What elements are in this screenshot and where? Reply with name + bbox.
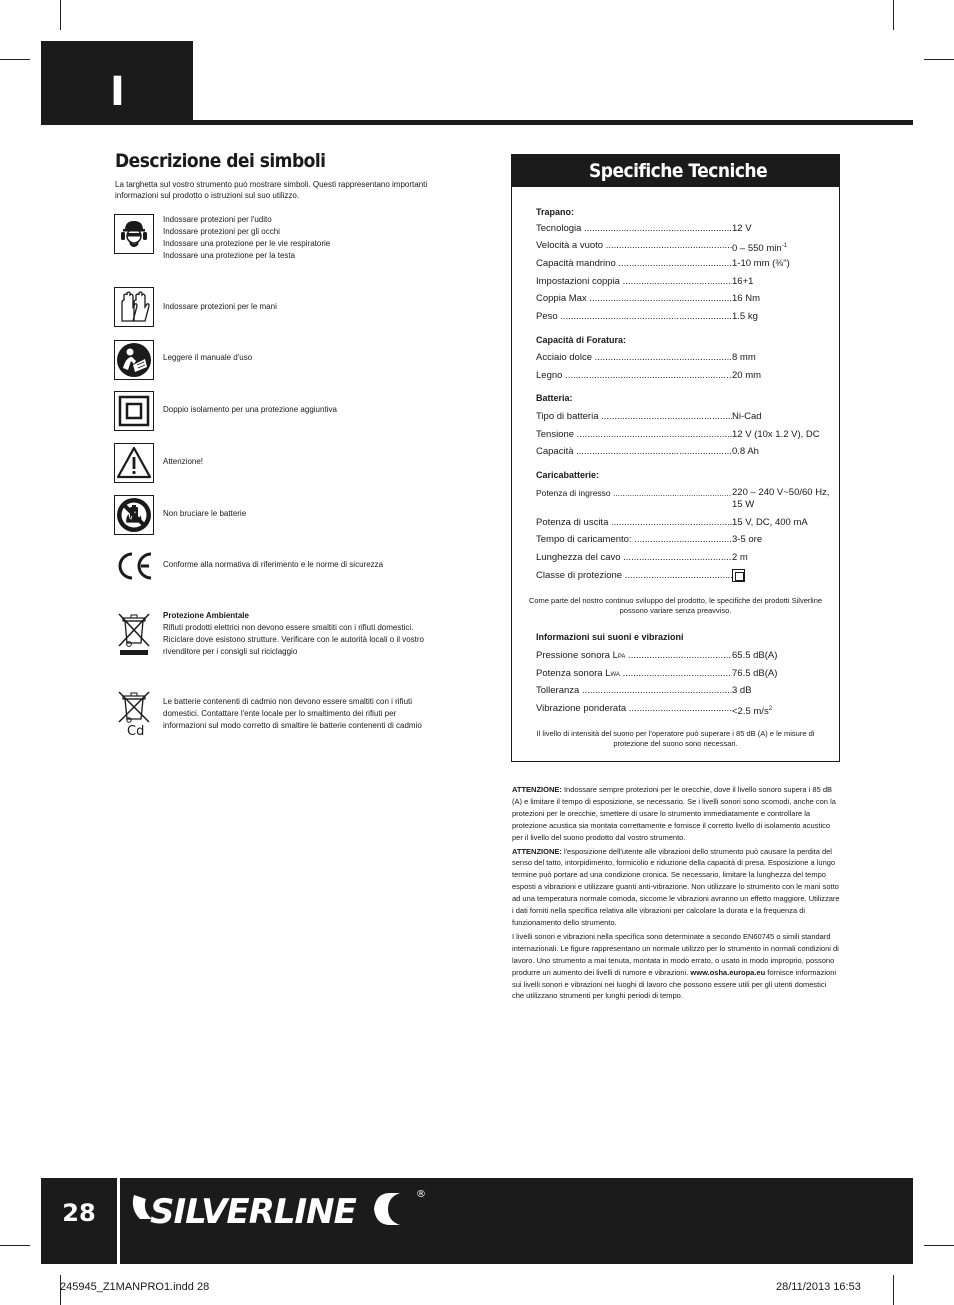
spec-row: Tolleranza ..... 3 dB <box>536 684 831 698</box>
spec-row: Lunghezza del cavo ..... 2 m <box>536 551 831 565</box>
gloves-icon <box>114 287 154 327</box>
spec-row: Classe di protezione ..... <box>536 569 831 583</box>
section-title-foratura: Capacità di Foratura: <box>536 335 627 345</box>
symbol-text: Conforme alla normativa di riferimento e le norme di sicurezza <box>163 560 384 569</box>
sound-note: Il livello di intensità del suono per l'operatore può superare i 85 dB (A) e le misure di protezione del suono sono necessari. <box>536 729 815 748</box>
symbol-text: Indossare protezioni per le mani <box>163 302 277 311</box>
crop-mark <box>60 0 61 30</box>
spec-row: Impostazioni coppia ..... 16+1 <box>536 275 831 289</box>
footer-divider <box>117 1178 120 1264</box>
crop-mark <box>924 1245 954 1246</box>
spec-row: Potenza di ingresso ..... 220 – 240 V~50/60 Hz, 15 W <box>536 486 831 514</box>
spec-row: Potenza sonora LWA ..... 76.5 dB(A) <box>536 667 831 681</box>
ppe-head-icon <box>114 214 154 254</box>
symbol-text: Leggere il manuale d'uso <box>163 353 253 362</box>
symbol-text: Attenzione! <box>163 457 204 466</box>
specifications-header <box>512 155 839 187</box>
cd-battery-bin-icon <box>114 688 154 738</box>
spec-row: Vibrazione ponderata ..... <2.5 $m/s^2$ <box>536 702 831 716</box>
crop-mark <box>893 0 894 30</box>
spec-row: Tempo di caricamento: ..... 3-5 ore <box>536 533 831 547</box>
crop-mark <box>893 1275 894 1305</box>
spec-row: Velocità a vuoto ..... 0 – 550 $\min^{-1}$ <box>536 239 831 253</box>
ce-mark-icon <box>114 546 154 586</box>
section-title-batteria: Batteria: <box>536 393 573 403</box>
double-insulation-icon <box>732 569 745 582</box>
spec-row: Coppia Max ..... 16 Nm <box>536 292 831 306</box>
spec-row: Capacità mandrino ..... 1-10 mm (⅜") <box>536 257 831 271</box>
symbol-text: Indossare protezioni per l'udito Indossare protezioni per gli occhi Indossare una protezione per le vie respiratorie Indossare una protezione per la testa <box>163 215 331 260</box>
specifications-title: Specifiche Tecniche <box>589 160 768 182</box>
spec-row: Tecnologia ..... 12 V <box>536 222 831 236</box>
slug-filename: 245945_Z1MANPRO1.indd 28 <box>60 1281 210 1293</box>
symbol-text: Non bruciare le batterie <box>163 509 247 518</box>
language-letter: I <box>110 69 125 115</box>
section-title-trapano: Trapano: <box>536 207 575 217</box>
spec-row: Potenza di uscita ..... 15 V, DC, 400 mA <box>536 516 831 530</box>
section-title-caricabatterie: Caricabatterie: <box>536 470 600 480</box>
symbol-text: Doppio isolamento per una protezione aggiuntiva <box>163 405 337 414</box>
silverline-logo <box>128 1183 428 1235</box>
svg-text:®: ® <box>416 1189 426 1200</box>
standards-info: I livelli sonori e vibrazioni nella specifica sono determinate a secondo EN60745 o simili standard internazionali. Le figure rappresentano un normale utilizzo per lo strumento in normali condizioni di lavoro. Uno strumento a mai tenuta, montata in modo errato, o usato in modo improprio, possono produrre un aumento dei livelli di rumore e vibrazioni. www.osha.europa.eu fornisce informazioni sui livelli sonori e vibrazioni nei luoghi di lavoro che possono essere utili per gli utenti domestici che utilizzano strumenti per lunghi periodi di tempo. <box>512 931 839 1001</box>
spec-row: Capacità ..... 0.8 Ah <box>536 445 831 459</box>
warning-vibration: ATTENZIONE: l'esposizione dell'utente alle vibrazioni dello strumento può causare la perdita del senso del tatto, intorpidimento, formicolio e riduzione della capacità di presa. Esposizione a lungo termine può portare ad una condizione cronica. Se necessario, limitare la lunghezza del tempo esposti a vibrazioni e utilizzare guanti anti-vibrazione. Non utilizzare lo strumento con le mani sotto ad una temperatura normale comoda, siccome le vibrazioni avranno un effetto maggiore. Utilizzare i dati forniti nella specifica relativa alle vibrazioni per calcolare la durata e la frequenza di funzionamento dello strumento. <box>512 846 840 927</box>
osha-link[interactable]: www.osha.europa.eu <box>690 967 766 977</box>
specifications-box <box>511 154 840 762</box>
double-insulation-icon <box>114 391 154 431</box>
header-rule <box>41 120 913 125</box>
spec-row: Peso ..... 1.5 kg <box>536 310 831 324</box>
svg-text:SILVERLINE: SILVERLINE <box>150 1192 356 1232</box>
warning-hearing: ATTENZIONE: Indossare sempre protezioni per le orecchie, dove il livello sonoro supera i 85 dB (A) e limitare il tempo di esposizione, se necessario. Se i livelli sonori sono scomodi, anche con la protezioni per le orecchie, smettere di usare lo strumento immediatamente e controllare la protezione acustica sia montata correttamente e fornisce il corretto livello di isolamento acustico per il livello del suono prodotto dal vostro strumento. <box>512 785 836 842</box>
symbol-text: Protezione Ambientale Rifiuti prodotti elettrici non devono essere smaltiti con i rifiuti domestici. Riciclare dove esistono strutture. Verificare con le autorità locali o il vostro rivenditore per i consigli sul riciclaggio <box>163 611 425 656</box>
spec-row: Acciaio dolce ..... 8 mm <box>536 351 831 365</box>
slug-timestamp: 28/11/2013 16:53 <box>776 1281 861 1293</box>
crop-mark <box>0 1245 30 1246</box>
warnings-text <box>512 784 840 1004</box>
symbols-title: Descrizione dei simboli <box>115 150 326 172</box>
spec-row: Legno ..... 20 mm <box>536 369 831 383</box>
symbols-intro: La targhetta sul vostro strumento può mostrare simboli. Questi rappresentano importanti informazioni sul prodotto o istruzioni sul suo utilizzo. <box>115 180 428 200</box>
development-note: Come parte del nostro continuo sviluppo del prodotto, le specifiche dei prodotti Silverline possono variare senza preavviso. <box>528 596 823 615</box>
section-title-suoni: Informazioni sui suoni e vibrazioni <box>536 632 684 642</box>
no-burn-batteries-icon <box>114 495 154 535</box>
svg-text:Cd: Cd <box>127 724 145 738</box>
symbol-text: Le batterie contenenti di cadmio non devono essere smaltiti con i rifiuti domestici. Contattare l'ente locale per lo smaltimento dei rifiuti per informazioni sul modo corretto di smaltire le batterie contenenti di cadmio <box>163 697 422 730</box>
weee-bin-icon <box>114 610 154 658</box>
read-manual-icon <box>114 340 154 380</box>
warning-triangle-icon <box>114 443 154 483</box>
spec-row: Tipo di batteria ..... Ni-Cad <box>536 410 831 424</box>
page-number: 28 <box>62 1199 96 1227</box>
crop-mark <box>924 59 954 60</box>
crop-mark <box>0 59 30 60</box>
spec-row: Tensione ..... 12 V (10x 1.2 V), DC <box>536 428 831 442</box>
spec-row: Pressione sonora LPA ..... 65.5 dB(A) <box>536 649 831 663</box>
